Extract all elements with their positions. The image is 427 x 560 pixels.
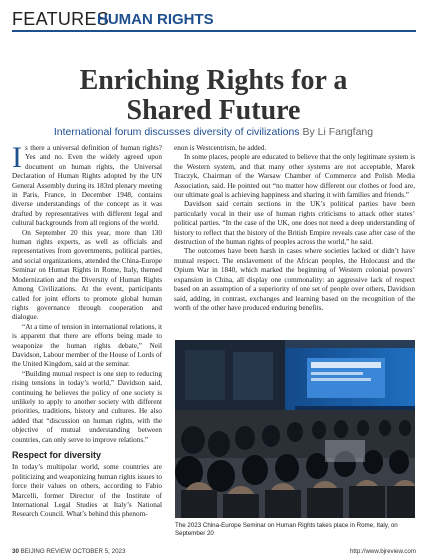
- paragraph-6: enon is Westcentrism, he added.: [174, 144, 267, 152]
- website-url: http://www.bjreview.com: [349, 548, 416, 555]
- section-header: [12, 8, 416, 32]
- paragraph-7: In some places, people are educated to believe that the only legitimate system is the Western system, and that many other systems are not acceptable, Marek Traczyk, Chairman of the Warsaw Chamber of Commerce and Polish Media Association, said. He pointed out “no matter how different our clothes or food are, our ultimate goal is achieving happiness and sharing it with families and friends.”: [174, 153, 415, 200]
- paragraph-3: “At a time of tension in international relations, it is apparent that there are efforts being made to weaponize the human rights debate,” Neil Davidson, Labour member of the House of Lords of the United Kingdom, said at the seminar.: [12, 322, 162, 369]
- paragraph-1: [12, 141, 162, 229]
- issue-label: BEIJING REVIEW OCTOBER 5, 2023: [20, 548, 126, 555]
- subheading: Respect for diversity: [12, 450, 102, 460]
- paragraph-2: On September 20 this year, more than 130 human rights experts, as well as officials and representatives from governments, political parties, and social organizations, attended the China-Europe Seminar on Human Rights in Rome, Italy, themed Modernization and the Diversity of Human Rights Among Civilizations. At the event, participants called for joint efforts to promote global human rights governance through cooperation and dialogue.: [12, 228, 162, 322]
- paragraph-5: In today’s multipolar world, some countries are politicizing and weaponizing human rights issues to force their values on others, according to Fabio Marcelli, former Director of the Institute of International Legal Studies at Italy’s National Research Council. What’s behind this phenom-: [12, 463, 162, 519]
- drop-cap: I: [12, 141, 22, 174]
- subsection-label: HUMAN RIGHTS: [97, 11, 214, 28]
- paragraph-9: The outcomes have been harsh in cases where societies lacked or didn’t have mutual respect. The enslavement of the African peoples, the Holocaust and the Opium War in 1840, which marked the beginning of Western colonial powers’ expansion in China, all display one commonality: an aggressive lack of respect based on an assumption of a superiority of one set of people over others, Davidson said, adding, in contrast, exchanges and learning based on the recognition of the worth of the other have produced enduring benefits.: [174, 247, 415, 312]
- title-line-2: Shared Future: [126, 95, 301, 126]
- byline: By Li Fangfang: [302, 126, 374, 138]
- page-number: 30: [12, 548, 19, 555]
- seminar-photo: [175, 340, 415, 518]
- paragraph-8: Davidson said certain sections in the UK’s political parties have been particularly vocal in their use of human rights criticisms to attack other states’ political parties. “In the case of the UK, one does not need a deep understanding of history to reflect that the history of the British Empire reveals case after case of the destruction of the human rights of peoples across the world,” he said.: [174, 200, 415, 247]
- dek-text: International forum discusses diversity of civilizations: [53, 126, 300, 138]
- column-left: [12, 141, 162, 520]
- photo-caption: The 2023 China-Europe Seminar on Human Rights takes place in Rome, Italy, on September 20: [175, 522, 398, 537]
- seminar-photo-illustration: [175, 340, 415, 518]
- column-right: [174, 144, 415, 313]
- section-label: FEATURES: [12, 9, 110, 29]
- paragraph-1-text: s there a universal definition of human rights? Yes and no. Even the widely agreed upon document on human rights, the Universal Declaration of Human Rights adopted by the UN General Assembly during its 183rd plenary meeting in Paris, France, in December 1948, contains diverse understandings of the concept as it was drafted by representatives with different legal and cultural backgrounds from all regions of the world.: [12, 144, 162, 228]
- article-dek: [0, 126, 427, 138]
- title-line-1: Enriching Rights for a: [79, 65, 348, 96]
- article-title: [0, 66, 427, 126]
- footer-left: [12, 548, 125, 555]
- paragraph-4: “Building mutual respect is one step to reducing rising tensions in today’s world,” Davidson said, continuing he believes the policy of one society is unlikely to apply to another society with different priorities, traditions, history and cultures. He also added that “discussion on human rights, with the objective of mutual understanding between countries, can only serve to improve relations.”: [12, 369, 162, 444]
